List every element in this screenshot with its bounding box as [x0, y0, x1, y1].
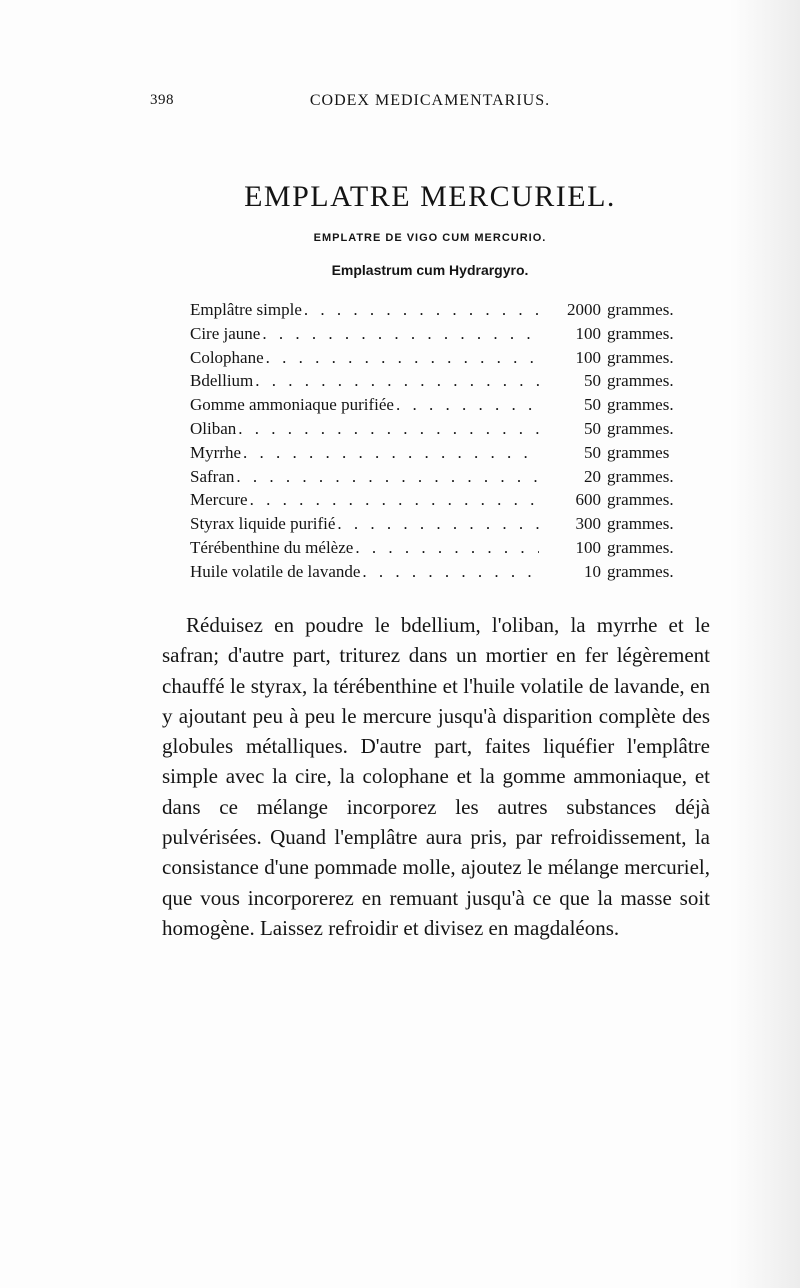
dot-leader [355, 536, 539, 560]
ingredient-name: Emplâtre simple [190, 300, 302, 319]
ingredient-row [190, 417, 695, 441]
ingredient-unit: grammes. [607, 418, 674, 438]
dot-leader [362, 560, 539, 584]
page-edge-shadow [730, 0, 800, 1288]
ingredient-unit: grammes. [607, 371, 674, 391]
ingredient-name: Huile volatile de lavande [190, 561, 361, 581]
ingredient-quantity: 10 [584, 561, 601, 581]
dot-leader [238, 417, 539, 441]
ingredient-quantity: 100 [575, 323, 601, 343]
page-header [150, 92, 710, 116]
ingredient-quantity: 100 [575, 347, 601, 367]
ingredient-name: Safran [190, 466, 235, 486]
page-number: 398 [150, 92, 174, 108]
ingredient-name: Colophane [190, 347, 264, 367]
ingredient-unit: grammes. [607, 395, 674, 415]
ingredient-row [190, 322, 695, 346]
preparation-instructions: Réduisez en poudre le bdellium, l'oliban, la myrrhe et le safran; d'autre part, triturez dans un mortier en fer légèrement chauffé le styrax, la térébenthine et l'huile volatile de lavande, en y ajoutant peu à peu le mercure jusqu'à disparition complète des globules métalliques. D'autre part, faites liquéfier l'emplâtre simple avec la cire, la colophane et la gomme ammoniaque, et dans ce mélange incorporez les autres substances déjà pulvérisées. Quand l'emplâtre aura pris, par refroidissement, la consistance d'une pommade molle, ajoutez le mélange mercuriel, que vous incorporerez en remuant jusqu'à ce que la masse soit homogène. Laissez refroidir et divisez en magdaléons. [162, 613, 710, 940]
ingredient-row [190, 536, 695, 560]
ingredient-quantity: 50 [584, 371, 601, 391]
ingredient-unit: grammes. [607, 561, 674, 581]
ingredient-name: Gomme ammoniaque purifiée [190, 395, 394, 415]
recipe-title: EMPLATRE MERCURIEL. [244, 180, 616, 213]
ingredient-quantity: 2000 [567, 300, 601, 319]
dot-leader [396, 393, 539, 417]
ingredient-row [190, 465, 695, 489]
ingredient-row [190, 560, 695, 584]
ingredient-unit: grammes. [607, 490, 674, 510]
ingredient-unit: grammes [607, 442, 670, 462]
ingredient-quantity: 50 [584, 442, 601, 462]
ingredient-list [190, 298, 695, 584]
dot-leader [236, 465, 539, 489]
ingredient-row [190, 441, 695, 465]
ingredient-name: Styrax liquide purifié [190, 514, 336, 534]
ingredient-quantity: 100 [575, 537, 601, 557]
ingredient-unit: grammes. [607, 300, 674, 319]
ingredient-name: Cire jaune [190, 323, 261, 343]
ingredient-unit: grammes. [607, 323, 674, 343]
ingredient-name: Myrrhe [190, 442, 241, 462]
ingredient-unit: grammes. [607, 514, 674, 534]
french-subtitle: EMPLATRE DE VIGO CUM MERCURIO. [313, 232, 547, 244]
dot-leader [250, 488, 539, 512]
ingredient-row [190, 488, 695, 512]
ingredient-quantity: 20 [584, 466, 601, 486]
ingredient-unit: grammes. [607, 537, 674, 557]
dot-leader [337, 512, 539, 536]
ingredient-quantity: 50 [584, 395, 601, 415]
running-head: CODEX MEDICAMENTARIUS. [309, 92, 551, 109]
ingredient-row [190, 393, 695, 417]
ingredient-name: Térébenthine du mélèze [190, 537, 354, 557]
ingredient-name: Bdellium [190, 371, 254, 391]
dot-leader [262, 322, 539, 346]
ingredient-name: Mercure [190, 490, 248, 510]
ingredient-row [190, 512, 695, 536]
dot-leader [255, 369, 539, 393]
ingredient-row [190, 369, 695, 393]
dot-leader [266, 346, 539, 370]
ingredient-unit: grammes. [607, 466, 674, 486]
ingredient-row [190, 346, 695, 370]
ingredient-quantity: 600 [575, 490, 601, 510]
ingredient-unit: grammes. [607, 347, 674, 367]
latin-subtitle: Emplastrum cum Hydrargyro. [331, 262, 529, 278]
ingredient-row [190, 298, 695, 322]
ingredient-quantity: 50 [584, 418, 601, 438]
dot-leader [243, 441, 539, 465]
ingredient-quantity: 300 [575, 514, 601, 534]
dot-leader [304, 298, 539, 322]
ingredient-name: Oliban [190, 418, 237, 438]
